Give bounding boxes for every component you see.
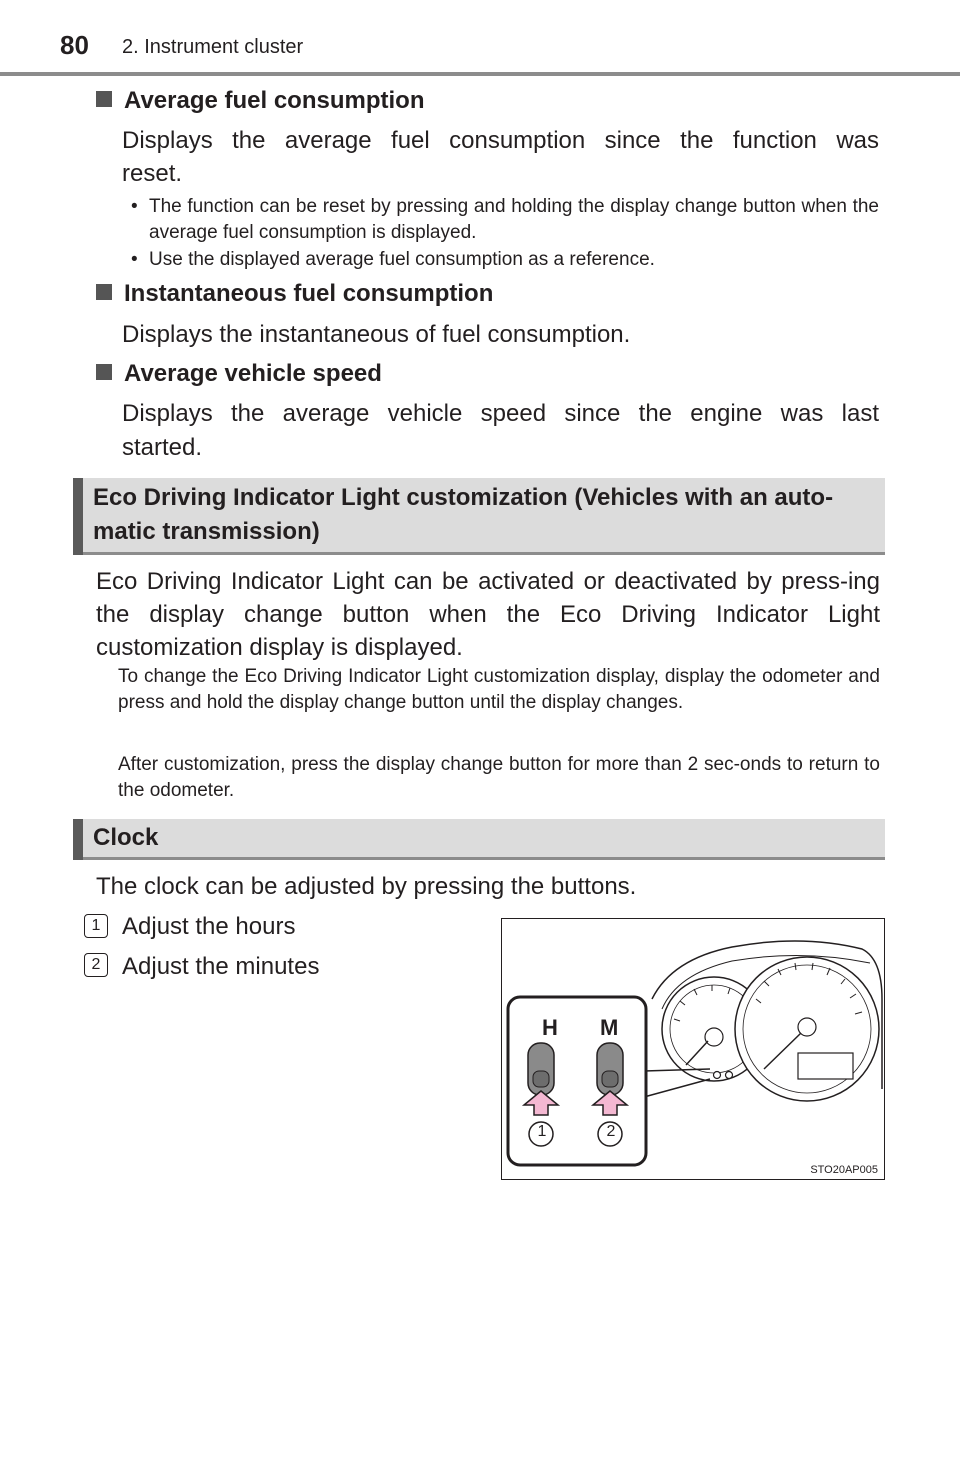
subheading-average-speed	[96, 360, 382, 388]
section-band-title: matic transmission)	[93, 518, 320, 545]
minute-button-label: M	[600, 1015, 619, 1040]
step-label-minutes: Adjust the minutes	[122, 953, 320, 980]
square-bullet-icon	[96, 364, 112, 380]
subheading-text: Average fuel consumption	[124, 87, 425, 114]
square-bullet-icon	[96, 91, 112, 107]
subheading-average-fuel	[96, 87, 425, 115]
subheading-text: Average vehicle speed	[124, 360, 382, 387]
multi-information-display	[798, 1053, 853, 1079]
body-line: Displays the average fuel consumption since the function was	[122, 127, 879, 154]
step-number-badge: 1	[84, 914, 108, 938]
bullet-item: • The function can be reset by pressing and holding the display change button when the average fuel consumption is displayed.	[127, 194, 879, 246]
body-line: Displays the average vehicle speed since the engine was last	[122, 400, 879, 427]
step-number-badge: 2	[84, 953, 108, 977]
subheading-text: Instantaneous fuel consumption	[124, 280, 494, 307]
hour-button-small	[714, 1072, 721, 1079]
callout-number: 2	[606, 1123, 616, 1140]
step-label-hours: Adjust the hours	[122, 913, 296, 940]
body-line: started.	[122, 434, 203, 461]
figure-code: STO20AP005	[810, 1164, 878, 1176]
body-line: reset.	[122, 160, 183, 187]
body-line: Displays the instantaneous of fuel consumption.	[122, 321, 631, 348]
minute-button-small	[726, 1072, 733, 1079]
clock-body: The clock can be adjusted by pressing the buttons.	[96, 873, 637, 900]
callout-number: 1	[537, 1123, 547, 1140]
cluster-illustration	[502, 919, 884, 1179]
subheading-instantaneous-fuel	[96, 280, 493, 308]
section-band-title: Clock	[93, 824, 159, 851]
section-band-clock	[73, 819, 885, 860]
eco-note: After customization, press the display change button for more than 2 sec-onds to return to the odometer.	[118, 754, 880, 801]
square-bullet-icon	[96, 284, 112, 300]
bullet-item: • Use the displayed average fuel consumption as a reference.	[127, 247, 879, 273]
header-rule	[0, 72, 960, 76]
chapter-title: 2. Instrument cluster	[122, 36, 304, 58]
instrument-cluster-figure	[501, 918, 885, 1180]
page-number: 80	[60, 30, 89, 60]
hour-button-label: H	[542, 1015, 558, 1040]
eco-note: To change the Eco Driving Indicator Light customization display, display the odometer and press and hold the display change button until the display changes.	[118, 666, 880, 713]
section-band-eco	[73, 478, 885, 555]
section-band-title: Eco Driving Indicator Light customization (Vehicles with an auto-	[93, 484, 834, 511]
eco-body: Eco Driving Indicator Light can be activated or deactivated by press-ing the display change button when the Eco Driving Indicator Light customization display is displayed.	[96, 568, 880, 661]
